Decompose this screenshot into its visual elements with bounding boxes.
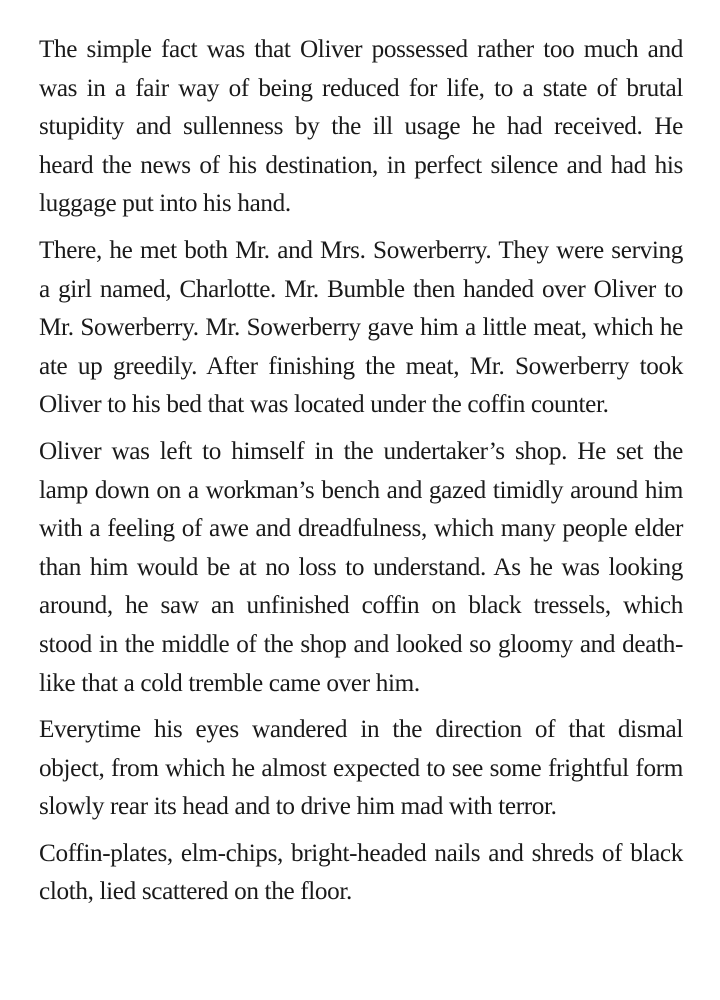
paragraph-5: Coffin-plates, elm-chips, bright-headed nails and shreds of black cloth, lied scattered on the floor.	[39, 839, 683, 906]
document-page	[39, 31, 683, 920]
paragraph-2: There, he met both Mr. and Mrs. Sowerberry. They were serving a girl named, Charlotte. Mr. Bumble then handed over Oliver to Mr. Sowerberry. Mr. Sowerberry gave him a little meat, which he ate up greedily. After finishing the meat, Mr. Sowerberry took Oliver to his bed that was located under the coffin counter.	[39, 236, 683, 419]
paragraph-3: Oliver was left to himself in the undertaker’s shop. He set the lamp down on a workman’s bench and gazed timidly around him with a feeling of awe and dreadfulness, which many people elder than him would be at no loss to understand. As he was looking around, he saw an unfinished coffin on black tressels, which stood in the middle of the shop and looked so gloomy and death-like that a cold tremble came over him.	[39, 437, 683, 697]
paragraph-4: Everytime his eyes wandered in the direction of that dismal object, from which he almost expected to see some frightful form slowly rear its head and to drive him mad with terror.	[39, 716, 683, 821]
paragraph-1: The simple fact was that Oliver possessed rather too much and was in a fair way of being reduced for life, to a state of brutal stupidity and sullenness by the ill usage he had received. He heard the news of his destination, in perfect silence and had his luggage put into his hand.	[39, 36, 683, 218]
